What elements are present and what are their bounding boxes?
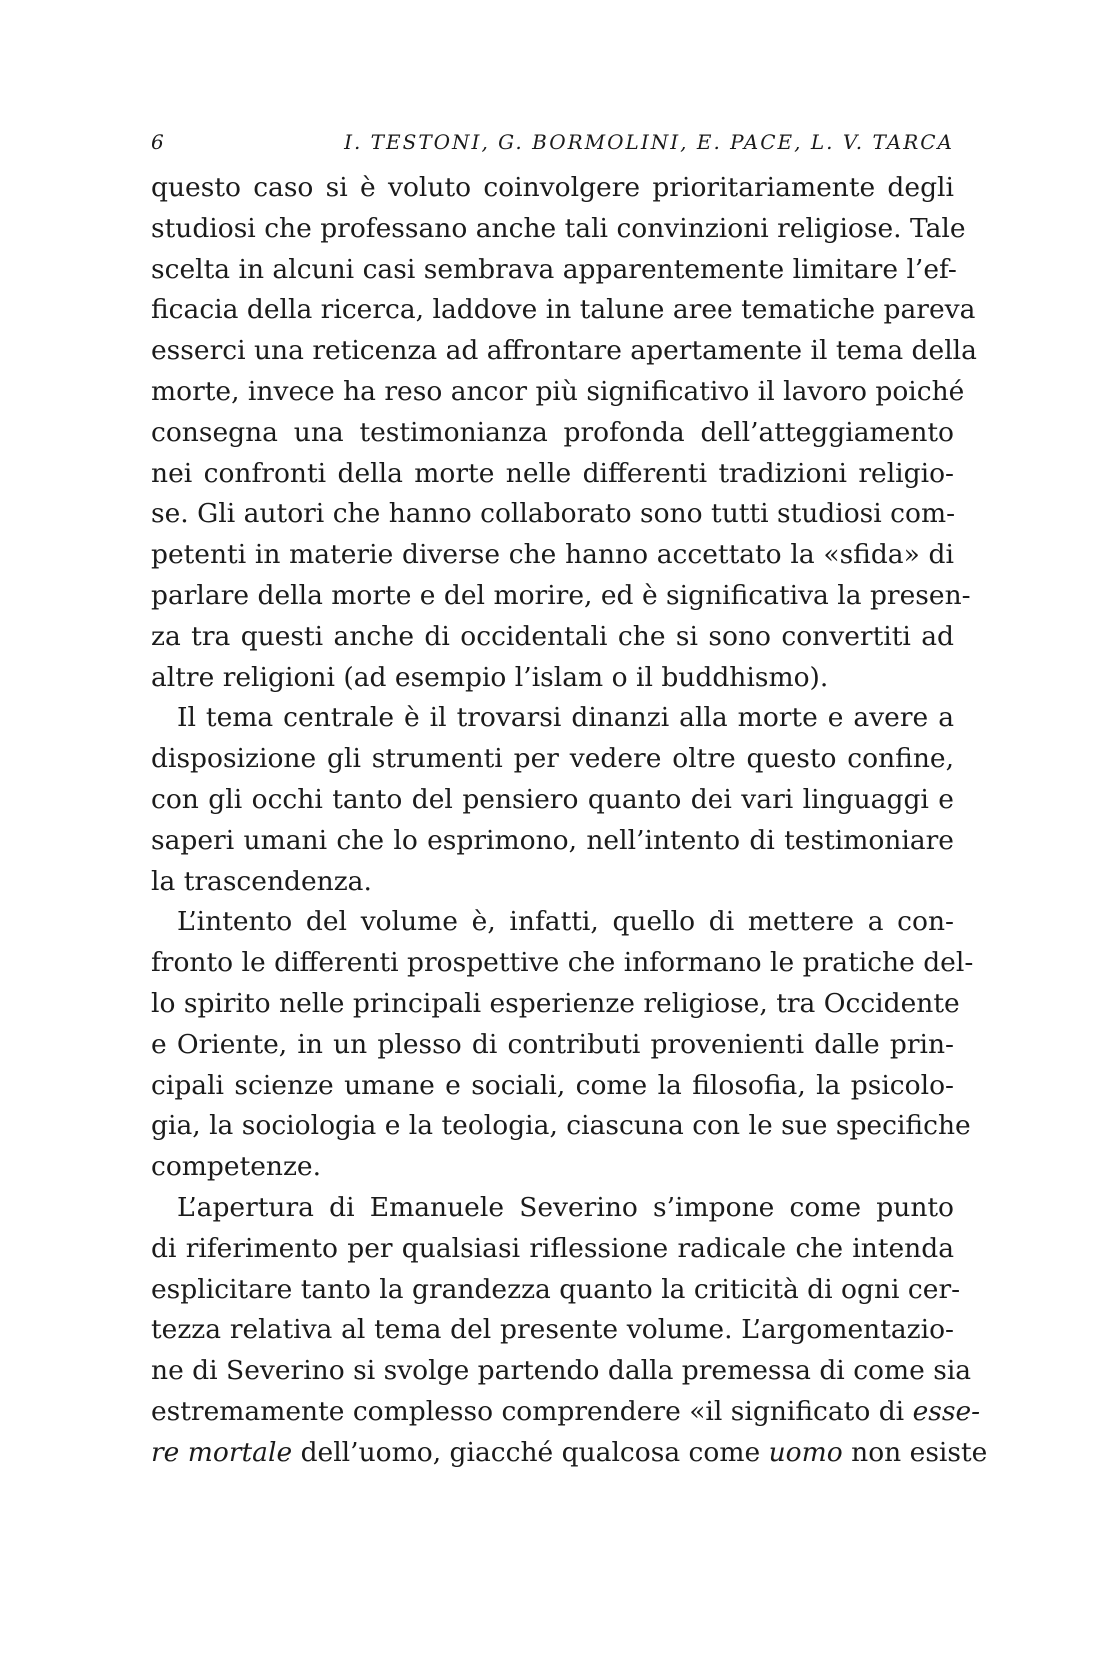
text-line: la trascendenza. (151, 865, 372, 897)
text-line: esserci una reticenza ad affrontare apertamente il tema della (151, 335, 977, 367)
running-header (151, 122, 954, 162)
text-line: L’intento del volume è, infatti, quello di mettere a con- (177, 906, 954, 938)
text-line: consegna una testimonianza profonda dell’atteggiamento (151, 416, 954, 448)
text-line: altre religioni (ad esempio l’islam o il buddhismo). (151, 661, 829, 693)
text-line: za tra questi anche di occidentali che si sono convertiti ad (151, 620, 954, 652)
text-line: saperi umani che lo esprimono, nell’intento di testimoniare (151, 824, 954, 856)
text-line: ficacia della ricerca, laddove in talune aree tematiche pareva (151, 294, 976, 326)
text-line-mixed (151, 1392, 981, 1433)
running-header-authors: I. TESTONI, G. BORMOLINI, E. PACE, L. V. TARCA (344, 130, 954, 154)
italic-text-run: re mortale (151, 1436, 293, 1468)
text-line: morte, invece ha reso ancor più significativo il lavoro poiché (151, 375, 965, 407)
text-line: competenze. (151, 1151, 322, 1183)
body-text (151, 168, 988, 1474)
text-run: dell’uomo, giacché qualcosa come (292, 1436, 769, 1468)
paragraph (151, 902, 974, 1188)
paragraph (151, 698, 954, 902)
text-line: di riferimento per qualsiasi riflessione radicale che intenda (151, 1232, 954, 1264)
text-line: e Oriente, in un plesso di contributi provenienti dalle prin- (151, 1028, 954, 1060)
text-line: esplicitare tanto la grandezza quanto la criticità di ogni cer- (151, 1273, 961, 1305)
text-line: studiosi che professano anche tali convinzioni religiose. Tale (151, 212, 966, 244)
text-line: con gli occhi tanto del pensiero quanto dei vari linguaggi e (151, 783, 954, 815)
text-line: parlare della morte e del morire, ed è significativa la presen- (151, 579, 971, 611)
paragraph (151, 168, 977, 698)
text-run: non esiste (842, 1436, 988, 1468)
text-line: cipali scienze umane e sociali, come la filosofia, la psicolo- (151, 1069, 954, 1101)
text-line: nei confronti della morte nelle differenti tradizioni religio- (151, 457, 954, 489)
italic-text-run: esse- (912, 1395, 981, 1427)
text-line: gia, la sociologia e la teologia, ciascuna con le sue specifiche (151, 1110, 971, 1142)
paragraph (151, 1188, 988, 1474)
text-run: estremamente complesso comprendere «il significato di (151, 1395, 913, 1427)
text-line: lo spirito nelle principali esperienze religiose, tra Occidente (151, 987, 960, 1019)
text-line: scelta in alcuni casi sembrava apparentemente limitare l’ef- (151, 253, 957, 285)
italic-text-run: uomo (768, 1436, 843, 1468)
text-line: L’apertura di Emanuele Severino s’impone come punto (177, 1191, 954, 1223)
text-line: questo caso si è voluto coinvolgere prioritariamente degli (151, 172, 954, 203)
text-line: ne di Severino si svolge partendo dalla premessa di come sia (151, 1355, 972, 1387)
text-line: disposizione gli strumenti per vedere oltre questo confine, (151, 743, 954, 775)
page-number: 6 (151, 130, 165, 154)
text-line-mixed (151, 1433, 988, 1474)
text-line: se. Gli autori che hanno collaborato sono tutti studiosi com- (151, 498, 956, 530)
text-line: petenti in materie diverse che hanno accettato la «sfida» di (151, 539, 954, 571)
book-page (151, 122, 988, 1522)
text-line: Il tema centrale è il trovarsi dinanzi alla morte e avere a (177, 702, 954, 734)
text-line: tezza relativa al tema del presente volume. L’argomentazio- (151, 1314, 954, 1346)
text-line: fronto le differenti prospettive che informano le pratiche del- (151, 947, 974, 979)
